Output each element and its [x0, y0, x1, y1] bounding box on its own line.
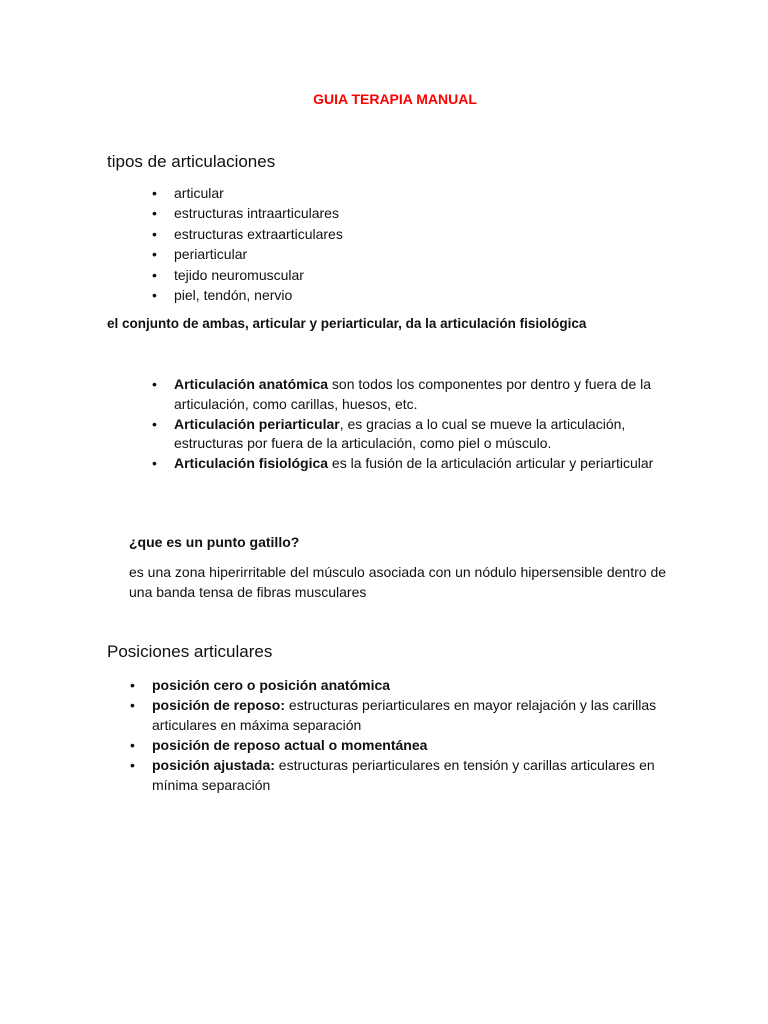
list-item: [152, 735, 672, 755]
term: posición de reposo:: [152, 697, 286, 713]
term: posición cero o posición anatómica: [152, 677, 391, 693]
term: Articulación periarticular: [174, 415, 340, 432]
definition: son todos los componentes por dentro y fuera de la articulación, como carillas, huesos, etc.: [174, 376, 652, 412]
definition: es la fusión de la articulación articular y periarticular: [328, 455, 654, 471]
question-title: ¿que es un punto gatillo?: [129, 534, 300, 550]
page-title: GUIA TERAPIA MANUAL: [313, 91, 477, 107]
list-item: • articular: [174, 183, 714, 203]
list-item: [152, 695, 672, 735]
term: posición de reposo actual o momentánea: [152, 737, 428, 753]
list-item: [174, 454, 674, 474]
definition: estructuras periarticulares en tensión y carillas articulares en mínima separación: [152, 757, 655, 793]
list-item: [174, 375, 674, 414]
term: Articulación anatómica: [174, 376, 329, 392]
statement-text: el conjunto de ambas, articular y periarticular, da la articulación fisiológica: [107, 316, 587, 331]
list-articulaciones: [174, 375, 674, 474]
term: Articulación fisiológica: [174, 455, 329, 471]
definition: , es gracias a lo cual se mueve la articulación, estructuras por fuera de la articulación, como piel o músculo.: [174, 415, 626, 451]
list-item: • estructuras intraarticulares: [174, 203, 714, 223]
list-item: [152, 755, 672, 795]
list-tipos-articulaciones: [174, 183, 714, 305]
list-item: • periarticular: [174, 244, 714, 264]
list-item: • estructuras extraarticulares: [174, 224, 714, 244]
list-item: • tejido neuromuscular: [174, 265, 714, 285]
list-item: • piel, tendón, nervio: [174, 285, 714, 305]
list-item: [174, 415, 674, 454]
question-answer: es una zona hiperirritable del músculo asociada con un nódulo hipersensible dentro de una banda tensa de fibras musculares: [129, 564, 667, 600]
list-posiciones: [152, 675, 672, 795]
definition: estructuras periarticulares en mayor relajación y las carillas articulares en máxima separación: [152, 697, 657, 733]
term: posición ajustada:: [152, 757, 275, 773]
section-heading-posiciones: Posiciones articulares: [107, 642, 273, 661]
section-heading-tipos: tipos de articulaciones: [107, 152, 276, 171]
list-item: [152, 675, 672, 695]
